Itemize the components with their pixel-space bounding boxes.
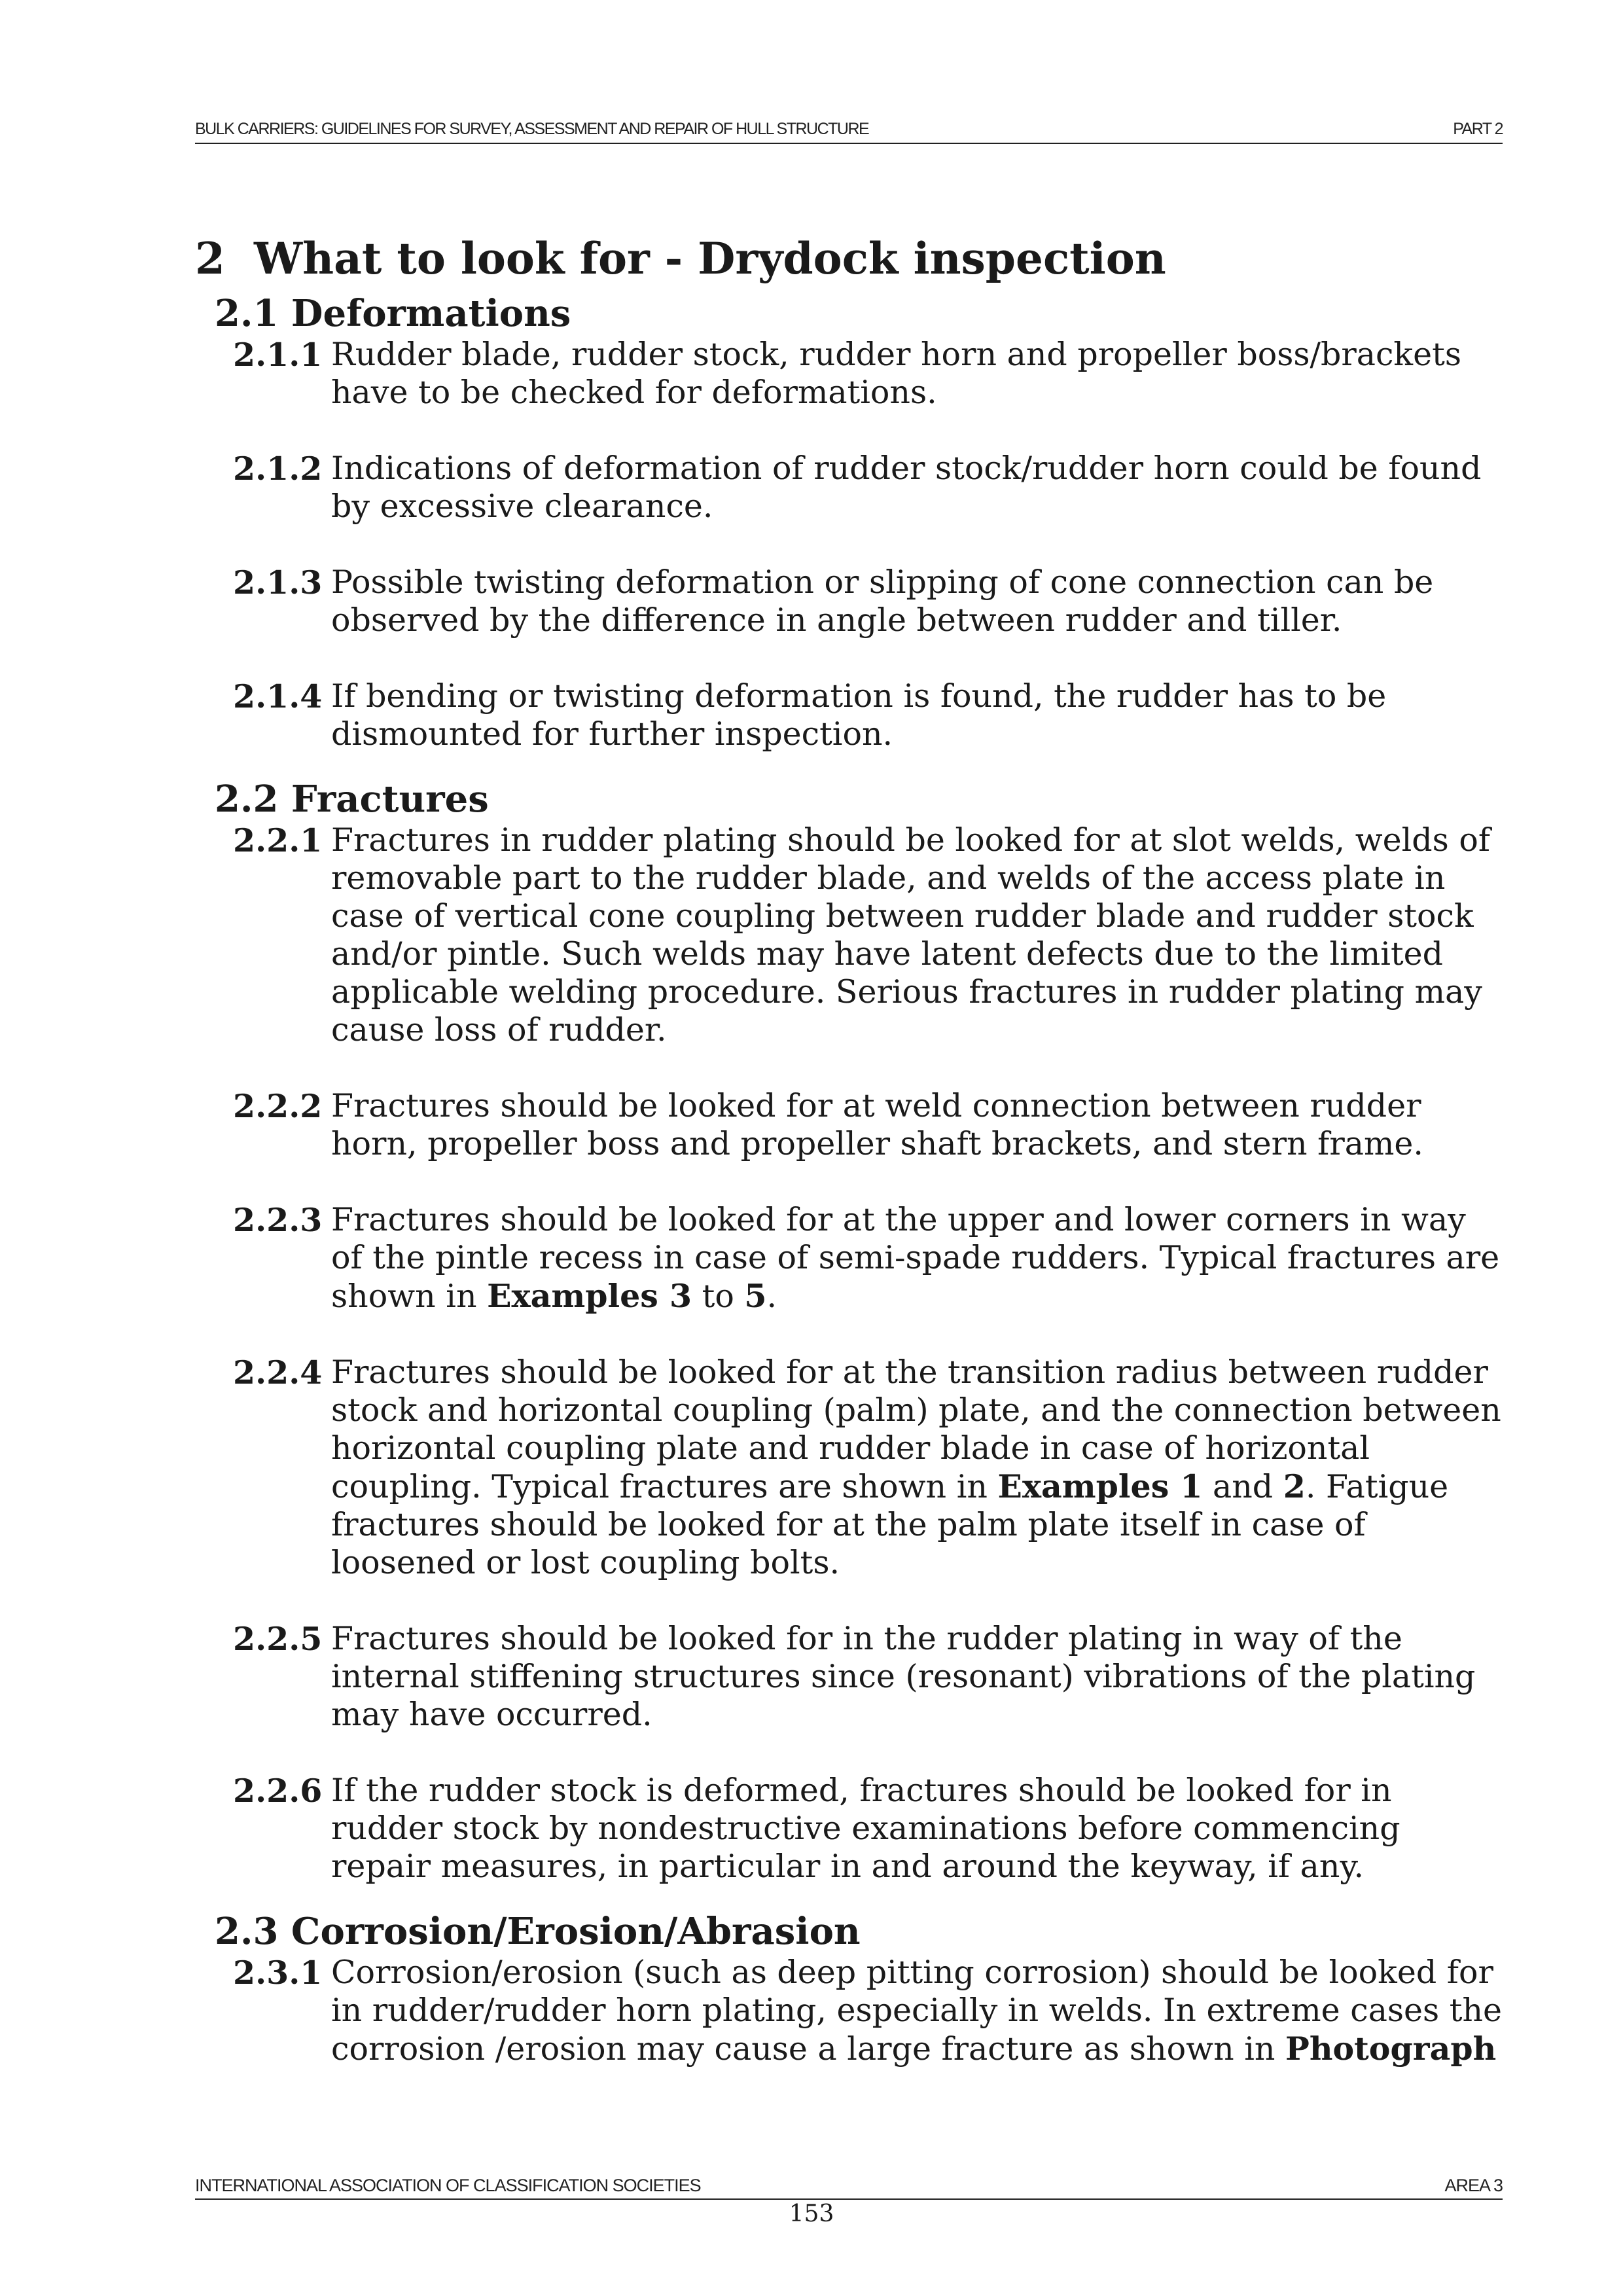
- paragraph-text: Fractures should be looked for at weld connection between rudder horn, propeller boss and propeller shaft brackets, and stern frame.: [331, 1087, 1423, 1162]
- text-run: Fractures should be looked for at the upper and lower corners in way of the pintle recess in case of semi-spade rudders. Typical fractures are shown in: [331, 1201, 1500, 1315]
- chapter-title-text: What to look for - Drydock inspection: [254, 233, 1166, 284]
- example-reference: Examples 3: [487, 1277, 692, 1315]
- header-part-label: PART 2: [1453, 120, 1503, 138]
- paragraph-number: 2.1.2: [233, 450, 323, 488]
- footer-organization: INTERNATIONAL ASSOCIATION OF CLASSIFICATION SOCIETIES: [195, 2176, 701, 2195]
- paragraph-text: If the rudder stock is deformed, fractures should be looked for in rudder stock by nondestructive examinations before commencing repair measures, in particular in and around the keyway, if any.: [331, 1772, 1400, 1885]
- paragraph-text: Indications of deformation of rudder stock/rudder horn could be found by excessive clearance.: [331, 450, 1482, 525]
- section-heading-corrosion: 2.3 Corrosion/Erosion/Abrasion: [215, 1910, 861, 1953]
- chapter-title: [195, 226, 1503, 291]
- example-reference: 5: [744, 1277, 767, 1315]
- paragraph-2-2-3: [195, 1201, 1503, 1316]
- text-run: Fractures should be looked for at the transition radius between rudder stock and horizontal coupling (palm) plate, and the connection between horizontal coupling plate and rudder blade in case of horizontal coupling. Typical fractures are shown in: [331, 1354, 1501, 1505]
- text-run: and: [1202, 1468, 1283, 1505]
- paragraph-text: Possible twisting deformation or slipping of cone connection can be observed by the difference in angle between rudder and tiller.: [331, 564, 1434, 639]
- paragraph-text: Fractures in rudder plating should be looked for at slot welds, welds of removable part to the rudder blade, and welds of the access plate in case of vertical cone coupling between rudder blade and rudder stock and/or pintle. Such welds may have latent defects due to the limited applicable welding procedure. Serious fractures in rudder plating may cause loss of rudder.: [331, 821, 1491, 1049]
- footer-area-label: AREA 3: [1444, 2176, 1503, 2195]
- paragraph-2-1-1: [195, 336, 1503, 412]
- paragraph-number: 2.2.4: [233, 1354, 323, 1391]
- paragraph-text: If bending or twisting deformation is found, the rudder has to be dismounted for further inspection.: [331, 677, 1387, 753]
- page-header: [195, 120, 1503, 144]
- paragraph-number: 2.2.6: [233, 1772, 323, 1810]
- paragraph-2-2-6: [195, 1772, 1503, 1886]
- paragraph-text: [331, 1354, 1501, 1581]
- photograph-reference: Photograph: [1285, 2030, 1497, 2068]
- page-number: 153: [789, 2200, 834, 2227]
- page-content: [195, 226, 1503, 2106]
- section-heading-fractures: 2.2 Fractures: [215, 778, 489, 821]
- paragraph-number: 2.1.4: [233, 677, 323, 715]
- paragraph-text: [331, 1201, 1499, 1315]
- paragraph-2-2-1: [195, 821, 1503, 1049]
- paragraph-2-1-2: [195, 450, 1503, 526]
- chapter-number: 2: [195, 233, 225, 284]
- paragraph-number: 2.3.1: [233, 1954, 323, 1992]
- paragraph-number: 2.2.1: [233, 821, 323, 859]
- paragraph-number: 2.2.2: [233, 1087, 323, 1125]
- paragraph-number: 2.1.3: [233, 564, 323, 601]
- header-document-title: BULK CARRIERS: GUIDELINES FOR SURVEY, ASSESSMENT AND REPAIR OF HULL STRUCTURE: [195, 120, 869, 138]
- section-heading-deformations: 2.1 Deformations: [215, 292, 571, 335]
- paragraph-2-2-5: [195, 1620, 1503, 1734]
- example-reference: 2: [1283, 1467, 1306, 1505]
- paragraph-number: 2.2.3: [233, 1201, 323, 1239]
- paragraph-text: Rudder blade, rudder stock, rudder horn and propeller boss/brackets have to be checked for deformations.: [331, 336, 1461, 411]
- example-reference: Examples 1: [997, 1467, 1203, 1505]
- paragraph-number: 2.1.1: [233, 336, 323, 374]
- text-run: . Fatigue fractures should be looked for at the palm plate itself in case of loosened or lost coupling bolts.: [331, 1468, 1449, 1581]
- paragraph-2-3-1: [195, 1954, 1503, 2068]
- text-run: .: [766, 1278, 777, 1315]
- text-run: Corrosion/erosion (such as deep pitting corrosion) should be looked for in rudder/rudder horn plating, especially in welds. In extreme cases the corrosion /erosion may cause a large fracture as shown in: [331, 1954, 1503, 2068]
- page-footer: [195, 2176, 1503, 2200]
- paragraph-2-1-4: [195, 677, 1503, 753]
- text-run: to: [692, 1278, 745, 1315]
- paragraph-text: Fractures should be looked for in the rudder plating in way of the internal stiffening structures since (resonant) vibrations of the plating may have occurred.: [331, 1620, 1476, 1733]
- paragraph-2-2-4: [195, 1354, 1503, 1582]
- paragraph-text: [331, 1954, 1502, 2068]
- paragraph-number: 2.2.5: [233, 1620, 323, 1658]
- paragraph-2-1-3: [195, 564, 1503, 639]
- paragraph-2-2-2: [195, 1087, 1503, 1163]
